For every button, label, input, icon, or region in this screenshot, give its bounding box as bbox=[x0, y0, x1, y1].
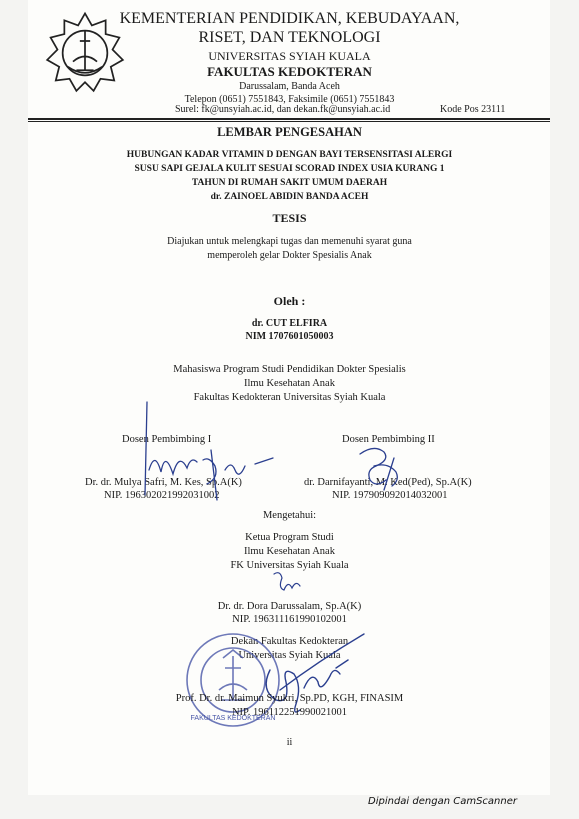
header-address: Darussalam, Banda Aceh bbox=[239, 81, 340, 92]
kaprodi-line: Ilmu Kesehatan Anak bbox=[244, 546, 335, 557]
doc-purpose-line: memperoleh gelar Dokter Spesialis Anak bbox=[207, 250, 372, 261]
header-phone: Telepon (0651) 7551843, Faksimile (0651) 7551843 bbox=[184, 94, 395, 105]
kaprodi-line: FK Universitas Syiah Kuala bbox=[230, 560, 349, 571]
header-divider bbox=[28, 118, 550, 120]
doc-title-line: SUSU SAPI GEJALA KULIT SESUAI SCORAD INDEX USIA KURANG 1 bbox=[134, 164, 445, 174]
page-number: ii bbox=[286, 737, 293, 748]
kaprodi-line: Ketua Program Studi bbox=[245, 532, 334, 543]
dean-nip: NIP. 196112251990021001 bbox=[231, 707, 348, 718]
scanner-watermark: Dipindai dengan CamScanner bbox=[368, 796, 517, 807]
header-postal-code: Kode Pos 23111 bbox=[440, 104, 506, 115]
stamp-text: FAKULTAS KEDOKTERAN bbox=[190, 715, 276, 722]
doc-title-line: HUBUNGAN KADAR VITAMIN D DENGAN BAYI TERSENSITASI ALERGI bbox=[126, 150, 453, 160]
program-line: Fakultas Kedokteran Universitas Syiah Kuala bbox=[193, 392, 386, 403]
supervisor2-nip: NIP. 197909092014032001 bbox=[332, 490, 448, 501]
supervisor1-label: Dosen Pembimbing I bbox=[122, 434, 212, 445]
header-ministry-line1: KEMENTERIAN PENDIDIKAN, KEBUDAYAAN, bbox=[119, 10, 460, 27]
kaprodi-nip: NIP. 196311161990102001 bbox=[232, 614, 347, 625]
author-name: dr. CUT ELFIRA bbox=[251, 318, 328, 329]
header-faculty: FAKULTAS KEDOKTERAN bbox=[207, 64, 372, 79]
header-ministry-line2: RISET, DAN TEKNOLOGI bbox=[198, 29, 381, 46]
doc-type: TESIS bbox=[272, 211, 307, 225]
kaprodi-signature-icon bbox=[270, 568, 310, 598]
dean-line: Universitas Syiah Kuala bbox=[238, 650, 341, 661]
doc-title-line: dr. ZAINOEL ABIDIN BANDA ACEH bbox=[210, 192, 369, 202]
program-line: Ilmu Kesehatan Anak bbox=[244, 378, 335, 389]
supervisor2-name: dr. Darnifayanti, M. Ked(Ped), Sp.A(K) bbox=[304, 477, 472, 488]
supervisor1-name: Dr. dr. Mulya Safri, M. Kes, Sp.A(K) bbox=[85, 477, 242, 488]
dean-line: Dekan Fakultas Kedokteran bbox=[230, 636, 349, 647]
dean-name: Prof. Dr. dr. Maimun Syukri, Sp.PD, KGH, FINASIM bbox=[175, 693, 404, 704]
program-line: Mahasiswa Program Studi Pendidikan Dokter Spesialis bbox=[173, 364, 406, 375]
kaprodi-name: Dr. dr. Dora Darussalam, Sp.A(K) bbox=[217, 601, 362, 612]
doc-purpose-line: Diajukan untuk melengkapi tugas dan memenuhi syarat guna bbox=[167, 236, 412, 247]
doc-heading: LEMBAR PENGESAHAN bbox=[217, 125, 362, 139]
approval-label: Mengetahui: bbox=[262, 510, 317, 521]
header-university: UNIVERSITAS SYIAH KUALA bbox=[208, 49, 371, 63]
header-email: Surel: fk@unsyiah.ac.id, dan dekan.fk@unsyiah.ac.id bbox=[175, 104, 391, 115]
supervisor2-label: Dosen Pembimbing II bbox=[342, 434, 435, 445]
supervisor1-nip: NIP. 196302021992031002 bbox=[104, 490, 220, 501]
author-nim: NIM 1707601050003 bbox=[245, 331, 334, 342]
supervisor1-signature-icon bbox=[135, 400, 285, 510]
supervisor2-signature-icon bbox=[354, 440, 414, 495]
header-divider-thin bbox=[28, 121, 550, 122]
doc-title-line: TAHUN DI RUMAH SAKIT UMUM DAERAH bbox=[191, 178, 388, 188]
by-label: Oleh : bbox=[273, 294, 306, 308]
